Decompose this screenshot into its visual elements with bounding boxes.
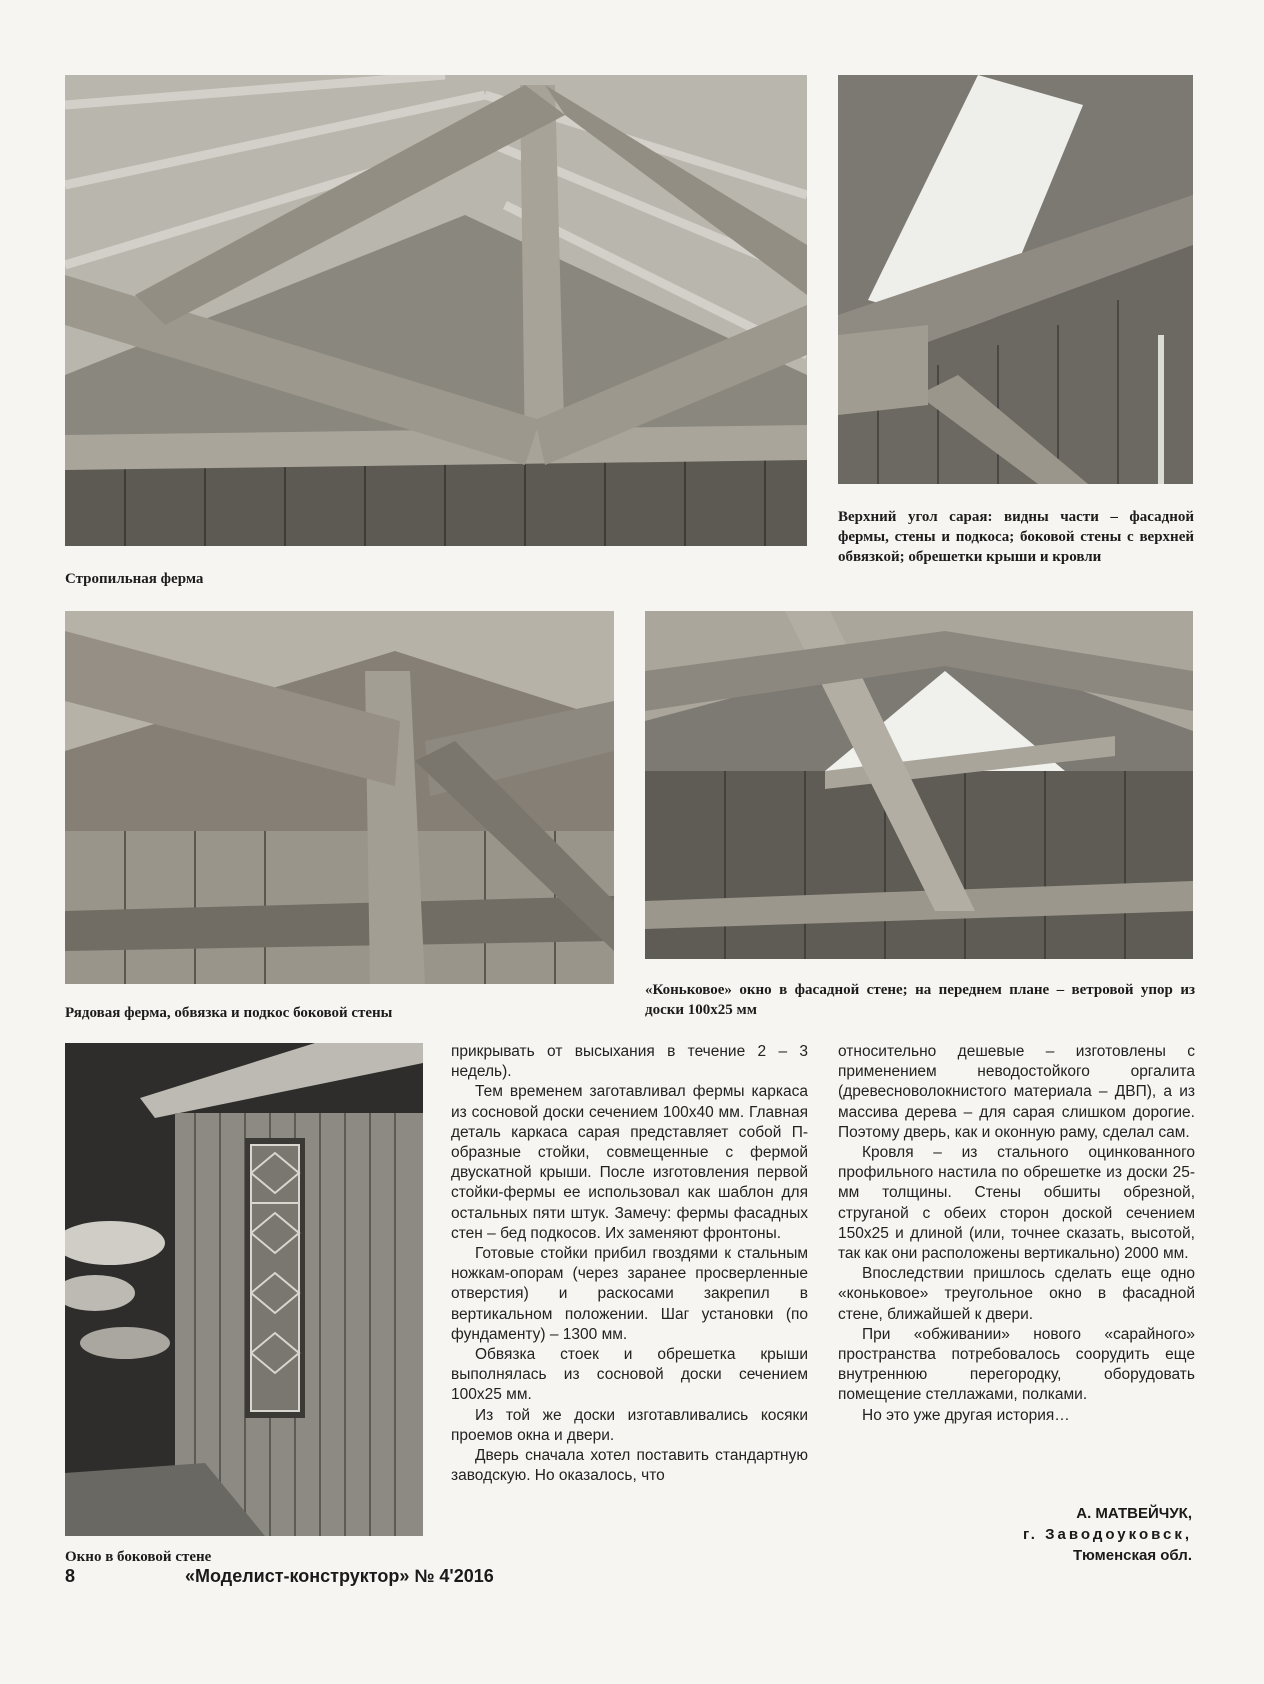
- photo-row-truss: [65, 611, 614, 984]
- photo-ridge-window: [645, 611, 1193, 959]
- author-name: А. МАТВЕЙЧУК,: [1076, 1505, 1192, 1522]
- caption-row-truss: Рядовая ферма, обвязка и подкос боковой стены: [65, 1005, 393, 1021]
- side-window-illustration: [65, 1043, 423, 1536]
- paragraph: Впоследствии пришлось сделать еще одно «коньковое» треугольное окно в фасадной стене, ближайшей к двери.: [838, 1265, 1195, 1323]
- paragraph: относительно дешевые – изготовлены с применением неводостойкого оргалита (древесноволокнистого материала – ДВП), а из массива дерева – для сарая слишком дорогие. Поэтому дверь, как и оконную раму, сделал сам.: [838, 1043, 1195, 1141]
- author-city: г. Заводоуковск,: [1023, 1526, 1192, 1543]
- paragraph: Кровля – из стального оцинкованного профильного настила по обрешетке из доски 25-мм толщины. Стены обшиты обрезной, струганой с обеих сторон доской сечением 150х25 и длиной (или, точнее сказать, высотой, так как они расположены вертикально) 2000 мм.: [838, 1144, 1195, 1263]
- caption-rafter-truss: Стропильная ферма: [65, 571, 204, 587]
- caption-upper-corner: Верхний угол сарая: видны части – фасадной фермы, стены и подкоса; боковой стены с верхней обвязкой; обрешетки крыши и кровли: [838, 509, 1194, 565]
- paragraph: Готовые стойки прибил гвоздями к стальным ножкам-опорам (через заранее просверленные отверстия) и раскосами закрепил в вертикальном положении. Шаг установки (по фундаменту) – 1300 мм.: [451, 1245, 808, 1343]
- caption-ridge-window: «Коньковое» окно в фасадной стене; на переднем плане – ветровой упор из доски 100х25 мм: [645, 982, 1195, 1018]
- paragraph: Из той же доски изготавливались косяки проемов окна и двери.: [451, 1406, 808, 1444]
- upper-corner-illustration: [838, 75, 1193, 484]
- paragraph: Дверь сначала хотел поставить стандартную заводскую. Но оказалось, что: [451, 1447, 808, 1485]
- author-region: Тюменская обл.: [1073, 1547, 1192, 1564]
- caption-side-window: Окно в боковой стене: [65, 1549, 212, 1565]
- ridge-window-illustration: [645, 611, 1193, 959]
- page-number: 8: [65, 1566, 76, 1586]
- photo-side-window: [65, 1043, 423, 1536]
- author-signature: [1023, 1503, 1192, 1566]
- paragraph: При «обживании» нового «сарайного» пространства потребовалось соорудить еще внутреннюю перегородку, оборудовать помещение стеллажами, полками.: [838, 1325, 1195, 1404]
- paragraph: прикрывать от высыхания в течение 2 – 3 недель).: [451, 1043, 808, 1081]
- paragraph: Тем временем заготавливал фермы каркаса из сосновой доски сечением 100х40 мм. Главная деталь каркаса сарая представляет собой П-образные стойки, совмещенные с фермой двускатной крыши. После изготовления первой стойки-фермы ее использовал как шаблон для остальных пяти штук. Замечу: фермы фасадных стен – бед подкосов. Их заменяют фронтоны.: [451, 1083, 808, 1242]
- photo-rafter-truss: [65, 75, 807, 546]
- magazine-title: «Моделист-конструктор» № 4'2016: [185, 1566, 494, 1586]
- rafter-truss-illustration: [65, 75, 807, 546]
- article-column-1: [451, 1042, 808, 1486]
- paragraph: Обвязка стоек и обрешетка крыши выполнялась из сосновой доски сечением 100х25 мм.: [451, 1346, 808, 1404]
- article-column-2: [838, 1042, 1195, 1426]
- paragraph: Но это уже другая история…: [862, 1406, 1070, 1424]
- photo-upper-corner: [838, 75, 1193, 484]
- row-truss-illustration: [65, 611, 614, 984]
